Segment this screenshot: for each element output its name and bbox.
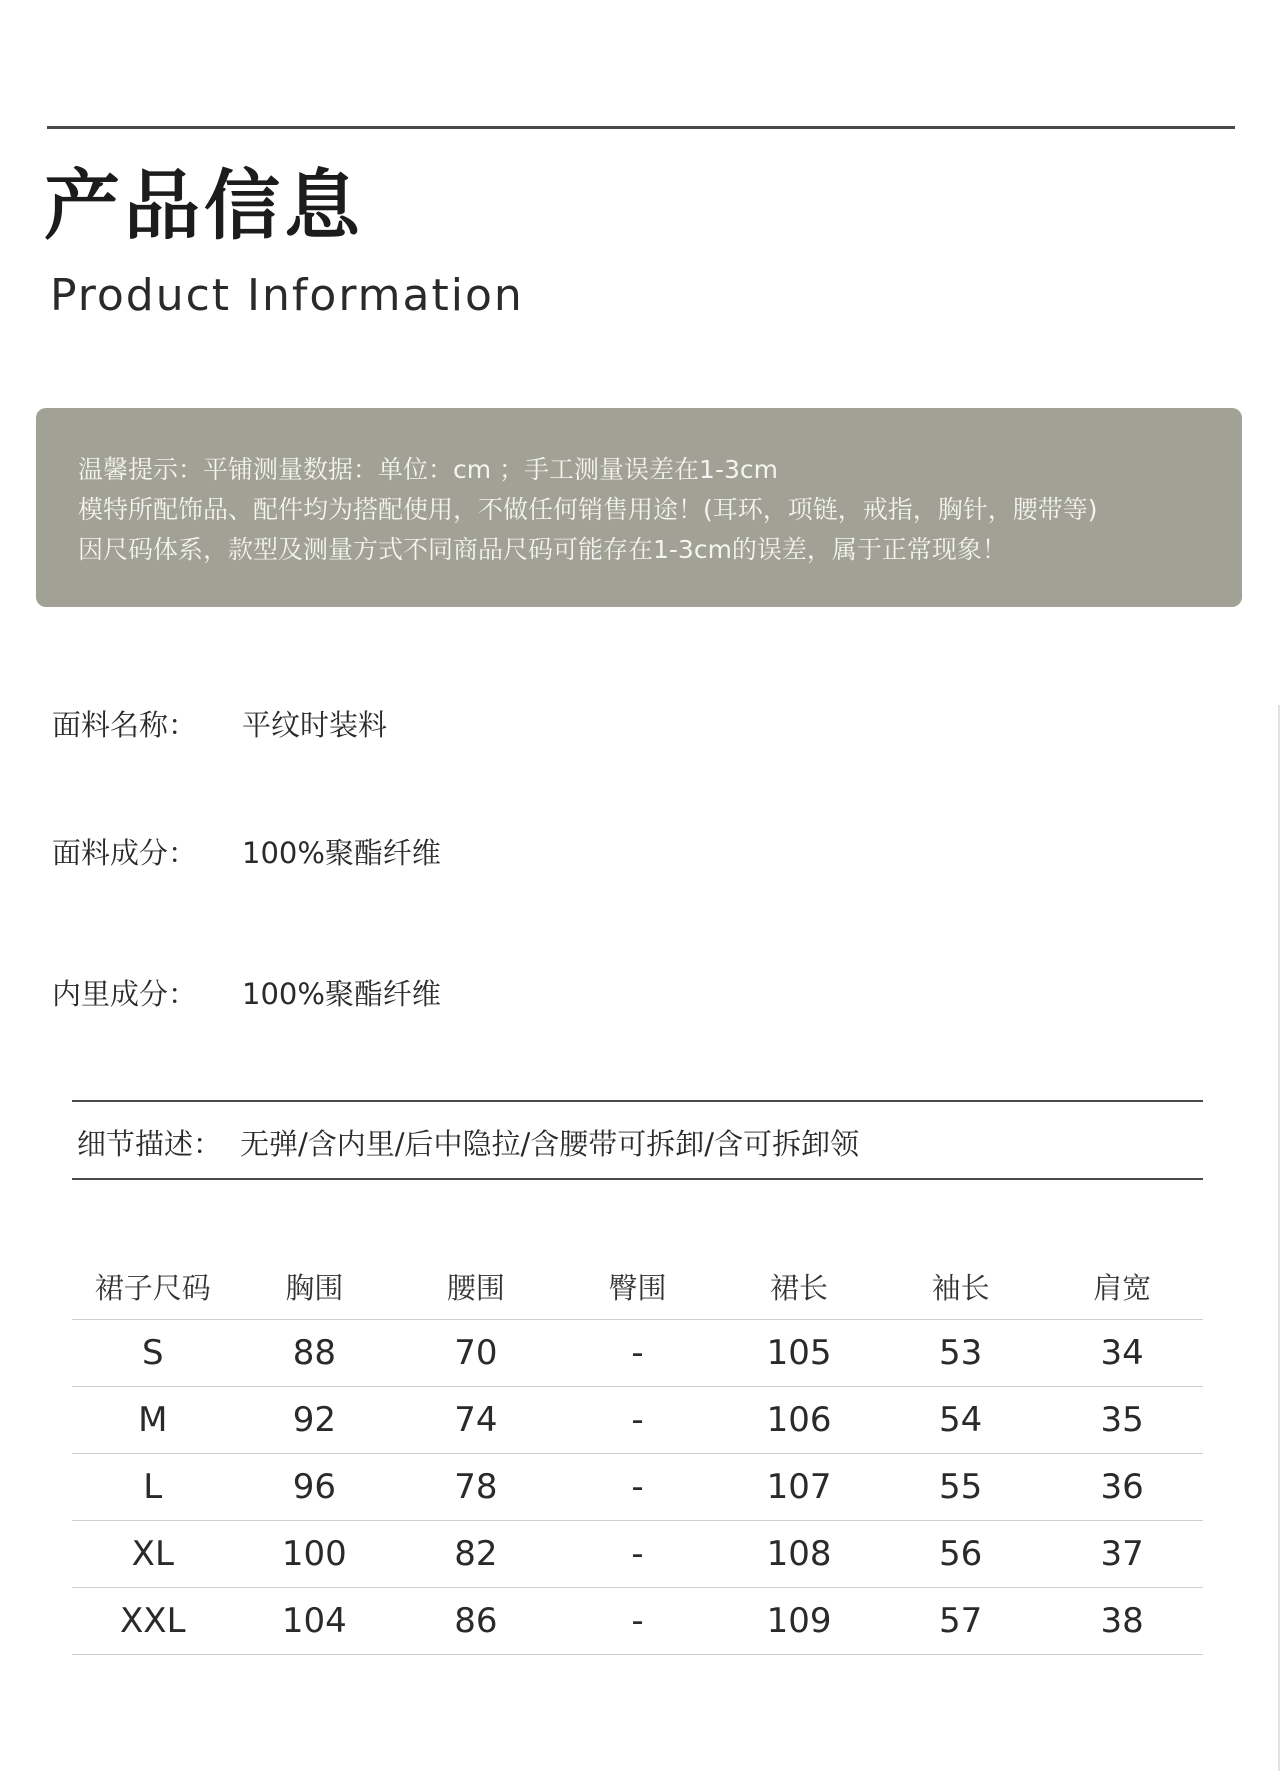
table-cell: 70 xyxy=(395,1320,557,1387)
spec-value: 100%聚酯纤维 xyxy=(242,836,441,870)
notice-line: 模特所配饰品、配件均为搭配使用，不做任何销售用途！(耳环，项链，戒指，胸针，腰带等) xyxy=(78,495,1098,524)
spec-value: 100%聚酯纤维 xyxy=(242,977,441,1011)
table-cell: 106 xyxy=(718,1387,880,1454)
table-cell: 57 xyxy=(880,1588,1042,1655)
table-cell: 104 xyxy=(234,1588,396,1655)
table-cell: 38 xyxy=(1041,1588,1203,1655)
spec-lining-composition xyxy=(52,972,441,1013)
table-cell: 96 xyxy=(234,1454,396,1521)
table-cell: - xyxy=(557,1521,719,1588)
table-header-row xyxy=(72,1253,1203,1320)
table-cell: 107 xyxy=(718,1454,880,1521)
notice-line: 温馨提示：平铺测量数据：单位：cm ；手工测量误差在1-3cm xyxy=(78,455,778,484)
table-cell: 53 xyxy=(880,1320,1042,1387)
table-cell: 108 xyxy=(718,1521,880,1588)
table-cell: L xyxy=(72,1454,234,1521)
spec-fabric-name xyxy=(52,703,387,744)
header-waist: 腰围 xyxy=(395,1253,557,1320)
table-cell: 88 xyxy=(234,1320,396,1387)
size-table xyxy=(72,1253,1203,1655)
table-row xyxy=(72,1521,1203,1588)
table-cell: 100 xyxy=(234,1521,396,1588)
page-subtitle: Product Information xyxy=(50,270,524,321)
detail-value: 无弹/含内里/后中隐拉/含腰带可拆卸/含可拆卸领 xyxy=(240,1127,860,1161)
detail-label: 细节描述： xyxy=(77,1127,223,1161)
table-row xyxy=(72,1454,1203,1521)
table-cell: 78 xyxy=(395,1454,557,1521)
table-cell: 74 xyxy=(395,1387,557,1454)
table-cell: 86 xyxy=(395,1588,557,1655)
table-cell: - xyxy=(557,1387,719,1454)
table-row xyxy=(72,1588,1203,1655)
header-shoulder-width: 肩宽 xyxy=(1041,1253,1203,1320)
table-cell: 109 xyxy=(718,1588,880,1655)
table-cell: 36 xyxy=(1041,1454,1203,1521)
table-cell: M xyxy=(72,1387,234,1454)
table-cell: 54 xyxy=(880,1387,1042,1454)
spec-label: 面料成分： xyxy=(52,836,198,870)
top-divider xyxy=(47,126,1235,129)
table-cell: - xyxy=(557,1320,719,1387)
spec-fabric-composition xyxy=(52,831,441,872)
table-cell: XL xyxy=(72,1521,234,1588)
table-row xyxy=(72,1387,1203,1454)
header-bust: 胸围 xyxy=(234,1253,396,1320)
header-size: 裙子尺码 xyxy=(72,1253,234,1320)
table-cell: 35 xyxy=(1041,1387,1203,1454)
table-cell: - xyxy=(557,1454,719,1521)
spec-label: 面料名称： xyxy=(52,708,198,742)
table-cell: S xyxy=(72,1320,234,1387)
notice-box xyxy=(36,408,1242,607)
page-title: 产品信息 xyxy=(44,161,364,250)
header-sleeve-length: 袖长 xyxy=(880,1253,1042,1320)
table-cell: 105 xyxy=(718,1320,880,1387)
table-cell: 92 xyxy=(234,1387,396,1454)
header-dress-length: 裙长 xyxy=(718,1253,880,1320)
table-cell: 37 xyxy=(1041,1521,1203,1588)
table-cell: - xyxy=(557,1588,719,1655)
header-hip: 臀围 xyxy=(557,1253,719,1320)
spec-value: 平纹时装料 xyxy=(242,708,388,742)
table-cell: 34 xyxy=(1041,1320,1203,1387)
table-cell: XXL xyxy=(72,1588,234,1655)
detail-description xyxy=(72,1100,1203,1180)
notice-line: 因尺码体系，款型及测量方式不同商品尺码可能存在1-3cm的误差，属于正常现象！ xyxy=(78,535,1007,564)
spec-label: 内里成分： xyxy=(52,977,198,1011)
table-cell: 56 xyxy=(880,1521,1042,1588)
table-cell: 55 xyxy=(880,1454,1042,1521)
table-row xyxy=(72,1320,1203,1387)
table-cell: 82 xyxy=(395,1521,557,1588)
